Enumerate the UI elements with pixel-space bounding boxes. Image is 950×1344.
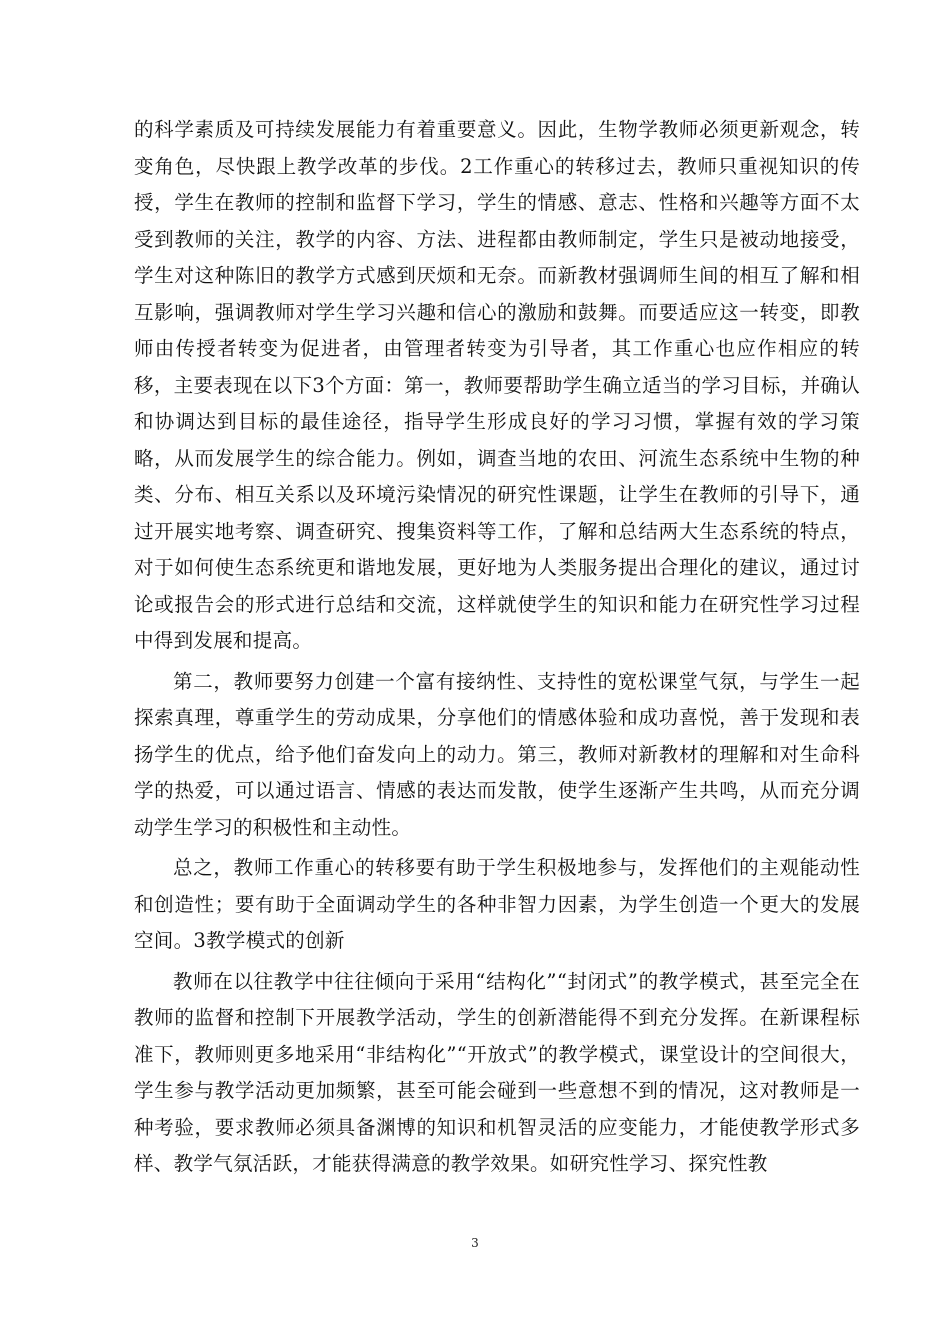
paragraph-2: 第二，教师要努力创建一个富有接纳性、支持性的宽松课堂气氛，与学生一起探索真理，尊重学生的劳动成果，分享他们的情感体验和成功喜悦，善于发现和表扬学生的优点，给予他们奋发向上的动力。第三，教师对新教材的理解和对生命科学的热爱，可以通过语言、情感的表达而发散，使学生逐渐产生共鸣，从而充分调动学生学习的积极性和主动性。 bbox=[134, 669, 860, 839]
document-body bbox=[134, 112, 860, 1187]
paragraph-3: 总之，教师工作重心的转移要有助于学生积极地参与，发挥他们的主观能动性和创造性；要有助于全面调动学生的各种非智力因素，为学生创造一个更大的发展空间。3教学模式的创新 bbox=[134, 856, 860, 952]
paragraph-1: 的科学素质及可持续发展能力有着重要意义。因此，生物学教师必须更新观念，转变角色，尽快跟上教学改革的步伐。2工作重心的转移过去，教师只重视知识的传授，学生在教师的控制和监督下学习，学生的情感、意志、性格和兴趣等方面不太受到教师的关注，教学的内容、方法、进程都由教师制定，学生只是被动地接受，学生对这种陈旧的教学方式感到厌烦和无奈。而新教材强调师生间的相互了解和相互影响，强调教师对学生学习兴趣和信心的激励和鼓舞。而要适应这一转变，即教师由传授者转变为促进者，由管理者转变为引导者，其工作重心也应作相应的转移，主要表现在以下3个方面：第一，教师要帮助学生确立适当的学习目标，并确认和协调达到目标的最佳途径，指导学生形成良好的学习习惯，掌握有效的学习策略，从而发展学生的综合能力。例如，调查当地的农田、河流生态系统中生物的种类、分布、相互关系以及环境污染情况的研究性课题，让学生在教师的引导下，通过开展实地考察、调查研究、搜集资料等工作，了解和总结两大生态系统的特点，对于如何使生态系统更和谐地发展，更好地为人类服务提出合理化的建议，通过讨论或报告会的形式进行总结和交流，这样就使学生的知识和能力在研究性学习过程中得到发展和提高。 bbox=[134, 118, 860, 652]
page-number: 3 bbox=[471, 1236, 479, 1250]
paragraph-4: 教师在以往教学中往往倾向于采用“结构化”“封闭式”的教学模式，甚至完全在教师的监督和控制下开展教学活动，学生的创新潜能得不到充分发挥。在新课程标准下，教师则更多地采用“非结构化”“开放式”的教学模式，课堂设计的空间很大，学生参与教学活动更加频繁，甚至可能会碰到一些意想不到的情况，这对教师是一种考验，要求教师必须具备渊博的知识和机智灵活的应变能力，才能使教学形式多样、教学气氛活跃，才能获得满意的教学效果。如研究性学习、探究性教 bbox=[134, 969, 860, 1175]
